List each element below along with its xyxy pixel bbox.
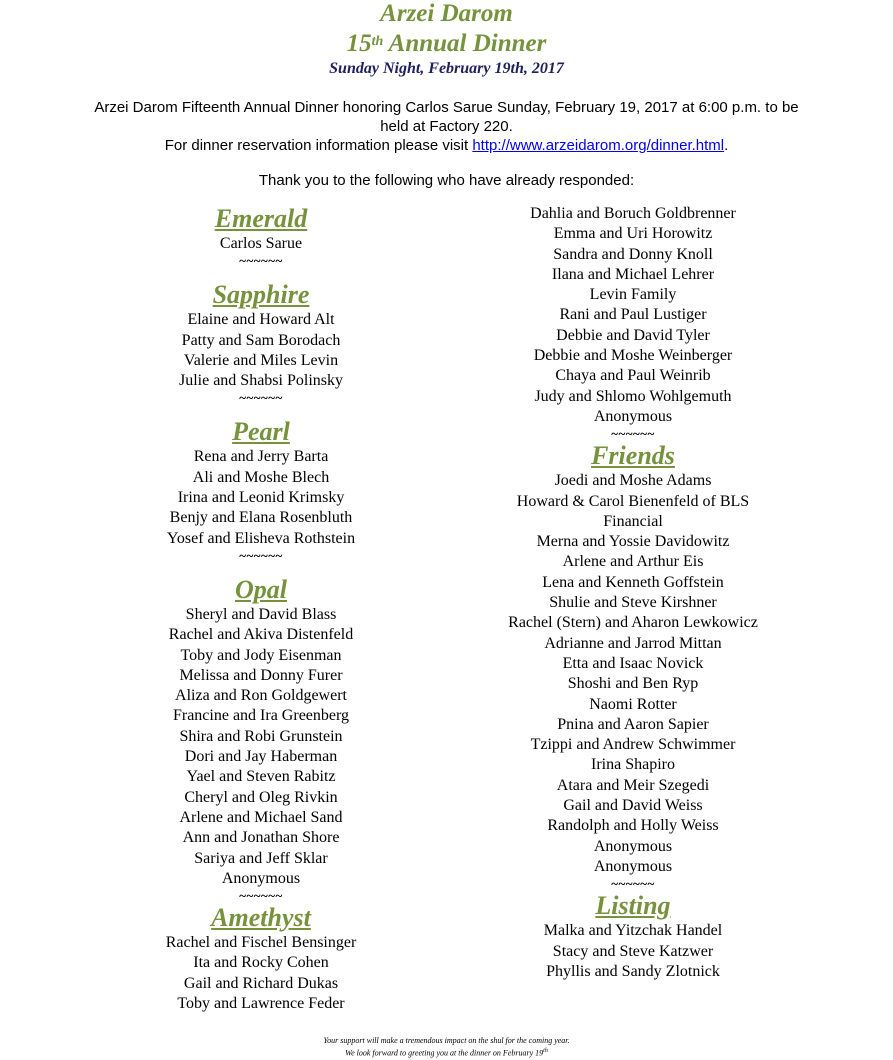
opal-list <box>100 605 422 889</box>
reservation-link[interactable]: http://www.arzeidarom.org/dinner.html <box>472 137 725 154</box>
footer-line-2-suffix: th <box>543 1048 548 1054</box>
listing-list <box>472 921 794 982</box>
donor-name: Arlene and Arthur Eis <box>562 553 704 571</box>
donor-name: Anonymous <box>221 869 301 887</box>
event-date-subtitle: Sunday Night, February 19th, 2017 <box>329 60 564 77</box>
donor-name: Emma and Uri Horowitz <box>553 225 713 243</box>
amethyst-continued-list <box>472 204 794 427</box>
annual-suffix: th <box>371 34 384 49</box>
donor-name: Ali and Moshe Blech <box>192 468 330 486</box>
donor-name: Lena and Kenneth Goffstein <box>542 573 724 591</box>
annual-number: 15 <box>346 30 372 57</box>
donor-name: Atara and Meir Szegedi <box>556 776 710 794</box>
thanks-line: Thank you to the following who have already responded: <box>258 172 635 189</box>
donor-name: Rachel and Fischel Bensinger <box>165 934 357 952</box>
donor-name: Gail and David Weiss <box>563 797 703 815</box>
separator: ~~~~~~ <box>239 888 283 904</box>
separator: ~~~~~~ <box>611 426 655 442</box>
donor-name: Francine and Ira Greenberg <box>172 707 350 725</box>
donor-name: Rena and Jerry Barta <box>193 448 329 466</box>
donor-name: Dori and Jay Haberman <box>184 748 338 766</box>
donor-name: Sariya and Jeff Sklar <box>194 849 328 867</box>
donor-name: Chaya and Paul Weinrib <box>555 367 711 385</box>
donor-name: Pnina and Aaron Sapier <box>557 715 709 733</box>
donor-name: Ann and Jonathan Shore <box>182 829 340 847</box>
donor-name: Dahlia and Boruch Goldbrenner <box>530 205 736 222</box>
reservation-line <box>90 136 803 155</box>
annual-text: Annual Dinner <box>388 30 547 57</box>
donor-name: Financial <box>603 512 663 530</box>
reservation-suffix: . <box>724 137 729 154</box>
donor-name: Tzippi and Andrew Schwimmer <box>530 736 736 754</box>
donor-name: Shoshi and Ben Ryp <box>567 675 699 693</box>
friends-list <box>472 471 794 877</box>
donor-name: Benjy and Elana Rosenbluth <box>169 509 353 527</box>
intro-paragraph <box>90 98 803 155</box>
sapphire-list <box>100 310 422 391</box>
annual-dinner-heading <box>0 30 893 58</box>
donor-name: Yosef and Elisheva Rothstein <box>166 529 356 547</box>
donor-name: Arlene and Michael Sand <box>179 808 343 826</box>
pearl-list <box>100 447 422 548</box>
separator: ~~~~~~ <box>239 253 283 269</box>
donor-name: Gail and Richard Dukas <box>183 974 339 992</box>
donor-name: Rachel (Stern) and Aharon Lewkowicz <box>508 614 758 632</box>
section-title-listing: Listing <box>595 891 671 921</box>
donor-name: Debbie and Moshe Weinberger <box>533 347 733 365</box>
donor-name: Merna and Yossie Davidowitz <box>536 533 730 551</box>
donor-name: Stacy and Steve Katzwer <box>552 942 714 960</box>
donor-name: Cheryl and Oleg Rivkin <box>184 788 338 806</box>
reservation-prefix: For dinner reservation information please visit <box>164 137 473 154</box>
donor-name: Irina Shapiro <box>591 756 675 774</box>
donor-name: Anonymous <box>593 857 673 875</box>
donor-name: Rachel and Akiva Distenfeld <box>168 626 354 644</box>
section-title-opal: Opal <box>235 574 287 604</box>
donor-name: Naomi Rotter <box>589 695 677 713</box>
donor-name: Aliza and Ron Goldgewert <box>175 687 347 705</box>
donor-name: Ita and Rocky Cohen <box>193 954 329 972</box>
donor-name: Anonymous <box>593 407 673 425</box>
donor-name: Levin Family <box>589 286 677 304</box>
donor-name: Howard & Carol Bienenfeld of BLS <box>516 492 750 510</box>
donor-name: Adrianne and Jarrod Mittan <box>544 634 722 652</box>
donor-name: Etta and Isaac Novick <box>562 654 704 672</box>
donor-name: Toby and Lawrence Feder <box>177 995 345 1013</box>
donor-name: Julie and Shabsi Polinsky <box>178 372 343 390</box>
emerald-list <box>100 234 422 254</box>
donor-name: Patty and Sam Borodach <box>181 331 341 349</box>
section-title-sapphire: Sapphire <box>212 280 310 310</box>
donor-name: Rani and Paul Lustiger <box>559 306 707 324</box>
donor-name: Sandra and Donny Knoll <box>553 245 713 263</box>
section-title-emerald: Emerald <box>214 204 308 233</box>
donor-name: Carlos Sarue <box>219 235 303 252</box>
donor-name: Yael and Steven Rabitz <box>186 768 336 786</box>
donor-name: Debbie and David Tyler <box>556 326 710 344</box>
donor-name: Elaine and Howard Alt <box>187 311 335 329</box>
document-title: Arzei Darom <box>380 0 513 27</box>
footer <box>0 1035 893 1059</box>
donor-name: Randolph and Holly Weiss <box>547 817 719 835</box>
separator: ~~~~~~ <box>239 390 283 406</box>
donor-name: Judy and Shlomo Wohlgemuth <box>534 387 732 405</box>
donor-name: Ilana and Michael Lehrer <box>551 265 715 283</box>
amethyst-list <box>100 933 422 1014</box>
section-title-amethyst: Amethyst <box>211 903 311 933</box>
left-column <box>100 204 422 1014</box>
donor-name: Shira and Robi Grunstein <box>179 727 343 745</box>
donor-name: Anonymous <box>593 837 673 855</box>
section-title-pearl: Pearl <box>232 417 290 447</box>
donor-name: Valerie and Miles Levin <box>183 351 339 369</box>
footer-line-1: Your support will make a tremendous impact on the shul for the coming year. <box>323 1036 570 1045</box>
donor-name: Sheryl and David Blass <box>185 605 337 623</box>
donor-name: Malka and Yitzchak Handel <box>543 922 723 940</box>
footer-line-2 <box>0 1046 893 1059</box>
right-column <box>472 204 794 982</box>
footer-line-2-text: We look forward to greeting you at the dinner on February 19 <box>345 1048 544 1058</box>
separator: ~~~~~~ <box>611 876 655 892</box>
donor-name: Toby and Jody Eisenman <box>180 646 342 664</box>
donor-name: Joedi and Moshe Adams <box>554 472 712 490</box>
donor-name: Melissa and Donny Furer <box>179 666 343 684</box>
donor-name: Shulie and Steve Kirshner <box>549 594 717 612</box>
donor-name: Irina and Leonid Krimsky <box>177 489 345 507</box>
donor-name: Phyllis and Sandy Zlotnick <box>546 962 720 980</box>
section-title-friends: Friends <box>591 441 675 471</box>
intro-line: Arzei Darom Fifteenth Annual Dinner honoring Carlos Sarue Sunday, February 19, 2017 at 6:00 p.m. to be held at Factory 220. <box>94 99 799 135</box>
separator: ~~~~~~ <box>239 547 283 563</box>
